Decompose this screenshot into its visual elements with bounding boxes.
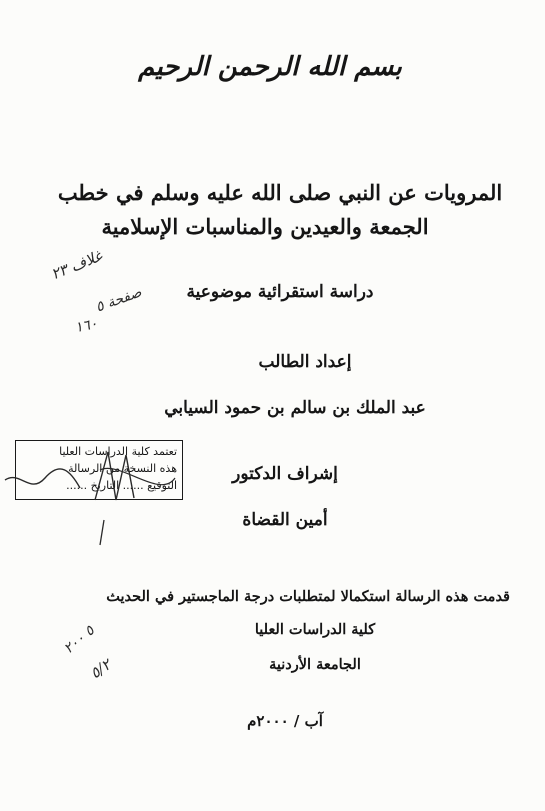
supervision-label: إشراف الدكتور	[232, 464, 338, 484]
supervisor-name: أمين القضاة	[242, 510, 328, 530]
handwritten-note-4: ٥ ٢٠٠	[60, 622, 98, 658]
stamp-line-2: هذه النسخة من الرسالة	[68, 462, 177, 475]
signature-scribble-left	[5, 469, 80, 488]
basmala-calligraphy: بسم الله الرحمن الرحيم	[138, 52, 402, 82]
signature-scribble-center	[95, 452, 134, 500]
prepared-by-label: إعداد الطالب	[258, 352, 352, 372]
stamp-line-3: التوقيع ...... التاريخ ......	[66, 479, 177, 492]
faculty-name: كلية الدراسات العليا	[254, 621, 376, 638]
thesis-subtitle: دراسة استقرائية موضوعية	[186, 282, 374, 302]
stamp-line-1: تعتمد كلية الدراسات العليا	[59, 445, 177, 458]
submission-statement: قدمت هذه الرسالة استكمالا لمتطلبات درجة الماجستير في الحديث	[106, 588, 510, 605]
thesis-title-line-2: الجمعة والعيدين والمناسبات الإسلامية	[101, 214, 429, 239]
thesis-title-line-1: المرويات عن النبي صلى الله عليه وسلم في خطب	[57, 180, 503, 205]
university-name: الجامعة الأردنية	[269, 656, 361, 673]
student-name: عبد الملك بن سالم بن حمود السيابي	[164, 398, 426, 418]
signature-tick-mark	[100, 520, 104, 545]
thesis-date: آب / ٢٠٠٠م	[247, 712, 323, 730]
handwritten-note-5: ٥/٢	[86, 655, 115, 683]
handwritten-note-3: ١٦٠	[73, 315, 99, 337]
handwritten-note-1: غلاف ٢٣	[48, 246, 105, 284]
handwritten-note-2: صفحة ٥	[93, 284, 144, 316]
